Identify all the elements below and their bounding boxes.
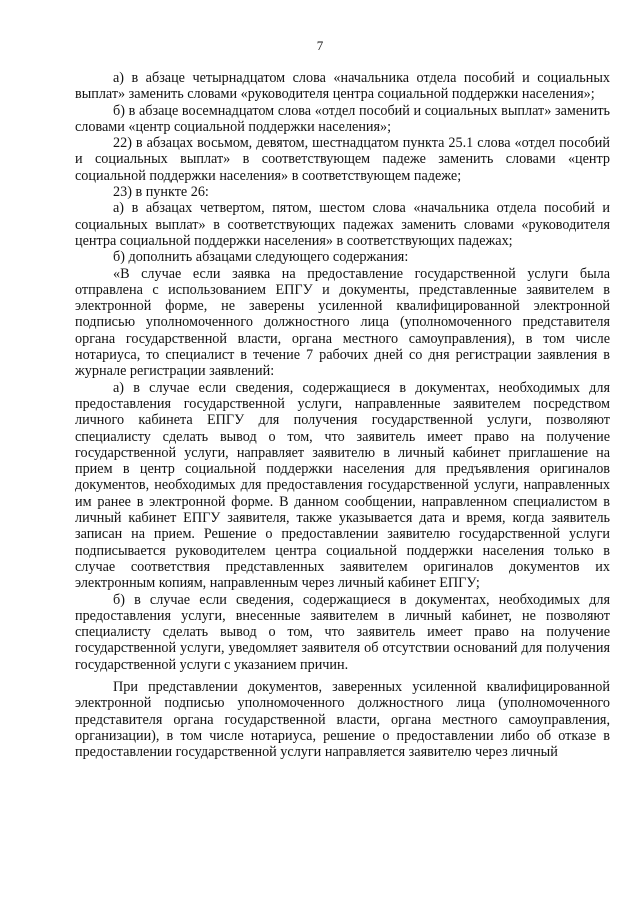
paragraph-9: б) в случае если сведения, содержащиеся в документах, необходимых для предоставления услуги, внесенные заявителем в личный кабинет, не позволяют специалисту сделать вывод о том, что заявитель имеет право на получение государственной услуги, уведомляет заявителя об отсутствии оснований для получения государственной услуги с указанием причин.: [75, 591, 610, 673]
paragraph-8: а) в случае если сведения, содержащиеся в документах, необходимых для предоставления государственной услуги, направленные заявителем посредством личного кабинета ЕПГУ для получения государственной услуги, позволяют специалисту сделать вывод о том, что заявитель имеет право на получение государственной услуги, направляет заявителю в личный кабинет приглашение на прием в центр социальной поддержки населения для предъявления оригиналов документов, необходимых для предоставления государственной услуги, направленных им ранее в электронной форме. В данном сообщении, направленном специалистом в личный кабинет ЕПГУ заявителя, также указывается дата и время, когда заявитель записан на прием. Решение о предоставлении заявителю государственной услуги подписывается руководителем центра социальной поддержки населения только в случае соответствия представленных заявителем оригиналов документов их электронным копиям, направленным через личный кабинет ЕПГУ;: [75, 379, 610, 592]
paragraph-7: «В случае если заявка на предоставление государственной услуги была отправлена с использованием ЕПГУ и документы, представленные заявителем в электронной форме, не заверены усиленной квалифицированной электронной подписью уполномоченного должностного лица (уполномоченного представителя органа государственной власти, органа местного самоуправления), в том числе нотариуса, то специалист в течение 7 рабочих дней со дня регистрации заявления в журнале регистрации заявлений:: [75, 265, 610, 380]
paragraph-1: а) в абзаце четырнадцатом слова «начальника отдела пособий и социальных выплат» заменить словами «руководителя центра социальной поддержки населения»;: [75, 70, 610, 103]
paragraph-4: 23) в пункте 26:: [113, 184, 209, 201]
document-body: [75, 70, 610, 760]
paragraph-2: б) в абзаце восемнадцатом слова «отдел пособий и социальных выплат» заменить словами «центр социальной поддержки населения»;: [75, 102, 610, 135]
paragraph-5: а) в абзацах четвертом, пятом, шестом слова «начальника отдела пособий и социальных выплат» в соответствующих падежах заменить словами «руководителя центра социальной поддержки населения» в соответствующих падежах;: [75, 200, 610, 249]
paragraph-6: б) дополнить абзацами следующего содержания:: [113, 249, 409, 266]
page-number: 7: [316, 38, 324, 53]
paragraph-10: При представлении документов, заверенных усиленной квалифицированной электронной подписью уполномоченного должностного лица (уполномоченного представителя органа государственной власти, органа местного самоуправления, организации), в том числе нотариуса, решение о предоставлении либо об отказе в предоставлении государственной услуги направляется заявителю через личный: [75, 678, 610, 761]
paragraph-3: 22) в абзацах восьмом, девятом, шестнадцатом пункта 25.1 слова «отдел пособий и социальных выплат» в соответствующем падеже заменить словами «центр социальной поддержки населения» в соответствующем падеже;: [75, 135, 610, 184]
